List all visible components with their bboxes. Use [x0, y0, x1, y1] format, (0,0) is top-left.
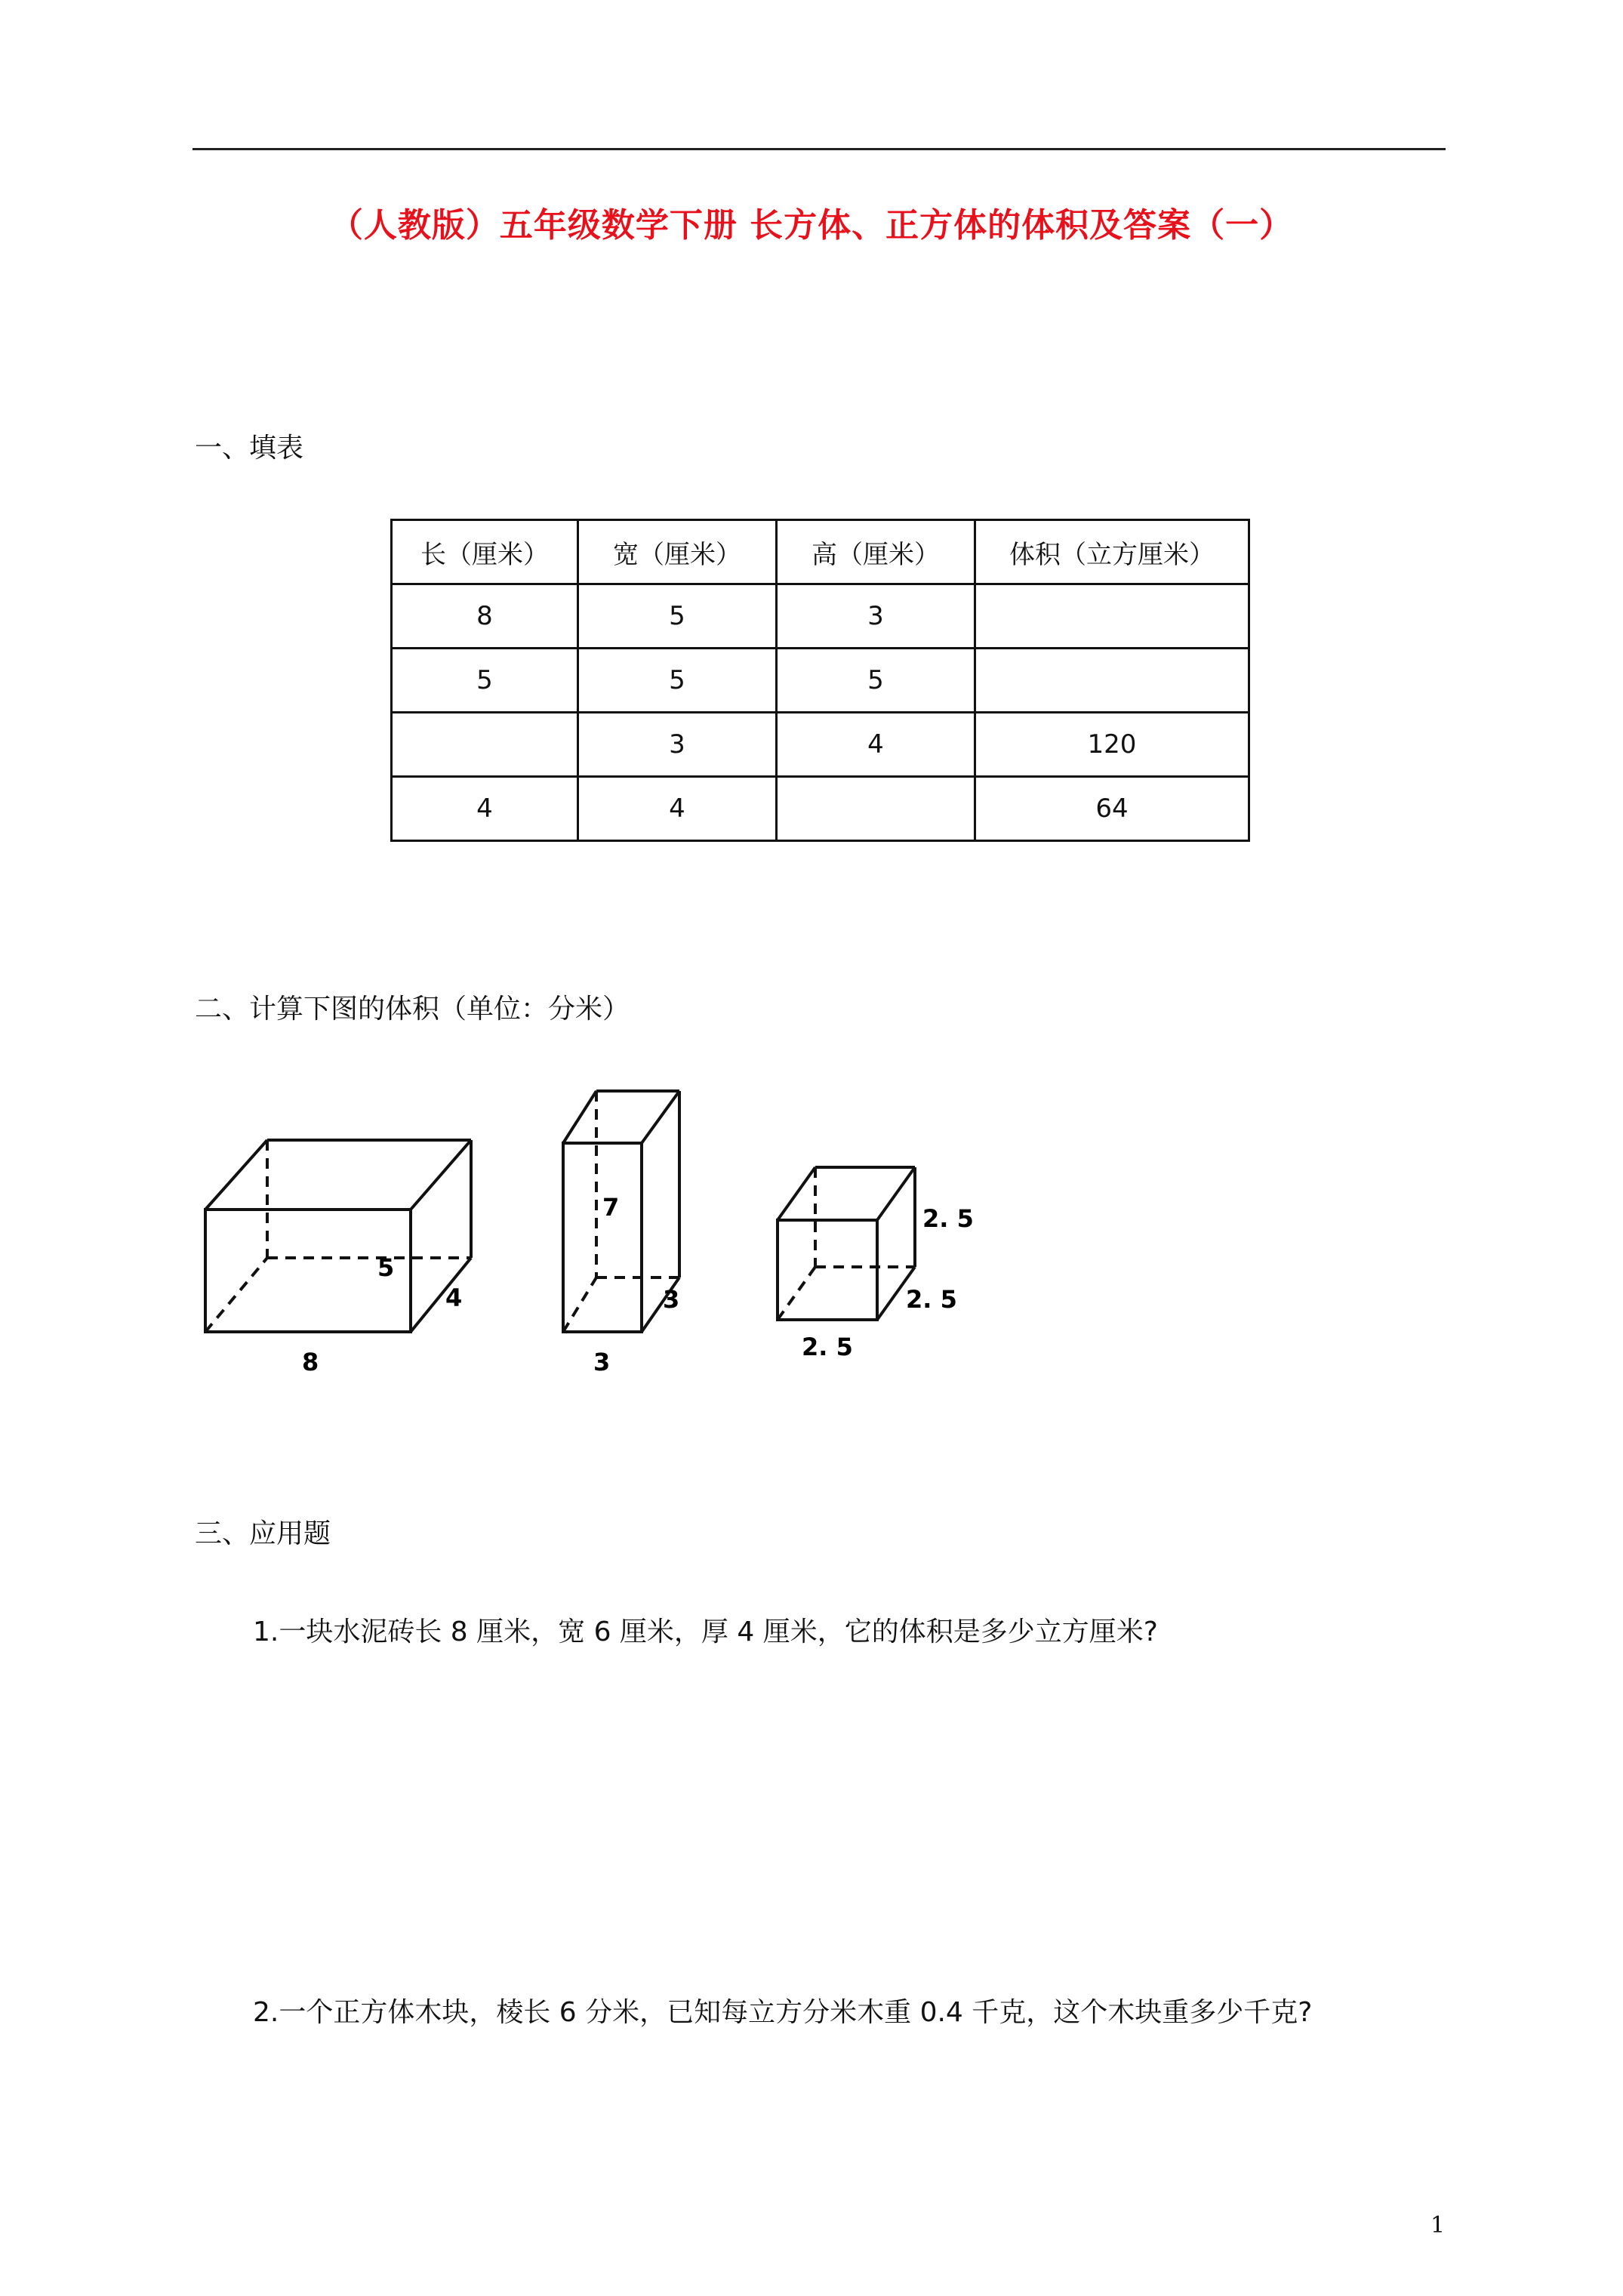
figure-1-width-label: 4	[445, 1284, 463, 1312]
cuboid-figures	[189, 1072, 1019, 1374]
table-cell: 5	[578, 649, 777, 713]
section-3-heading: 三、应用题	[195, 1518, 331, 1549]
table-row	[392, 713, 1249, 777]
figure-2-length-label: 3	[593, 1348, 611, 1374]
figure-1-height-label: 5	[377, 1253, 395, 1282]
table-cell: 5	[578, 584, 777, 649]
table-cell	[777, 777, 975, 841]
cube-figure-3	[778, 1167, 915, 1320]
table-cell: 4	[777, 713, 975, 777]
table-cell: 8	[392, 584, 578, 649]
table-row	[392, 584, 1249, 649]
figure-3-width-label: 2. 5	[906, 1285, 957, 1314]
figure-1-length-label: 8	[302, 1348, 319, 1374]
page-number: 1	[1431, 2212, 1446, 2239]
table-cell: 4	[578, 777, 777, 841]
table-cell: 4	[392, 777, 578, 841]
figure-3-height-label: 2. 5	[922, 1204, 974, 1233]
table-cell	[975, 584, 1249, 649]
table-cell: 3	[777, 584, 975, 649]
table-cell	[392, 713, 578, 777]
question-1: 1.一块水泥砖长 8 厘米，宽 6 厘米，厚 4 厘米，它的体积是多少立方厘米?	[253, 1616, 1158, 1647]
figure-2-width-label: 3	[663, 1285, 680, 1314]
table-row	[392, 649, 1249, 713]
table-header-row	[392, 520, 1249, 584]
figure-3-length-label: 2. 5	[802, 1333, 853, 1361]
cuboid-figure-1	[205, 1140, 471, 1332]
section-2-heading: 二、计算下图的体积（单位：分米）	[195, 994, 630, 1025]
table-cell: 3	[578, 713, 777, 777]
section-1-heading: 一、填表	[195, 433, 304, 464]
table-cell: 64	[975, 777, 1249, 841]
header-volume: 体积（立方厘米）	[975, 520, 1249, 584]
table-cell: 120	[975, 713, 1249, 777]
table-cell: 5	[777, 649, 975, 713]
header-height: 高（厘米）	[777, 520, 975, 584]
table-cell	[975, 649, 1249, 713]
table-cell: 5	[392, 649, 578, 713]
table-row	[392, 777, 1249, 841]
document-title: （人教版）五年级数学下册 长方体、正方体的体积及答案（一）	[329, 206, 1294, 245]
figure-2-height-label: 7	[602, 1193, 620, 1222]
fill-table	[390, 519, 1250, 842]
header-length: 长（厘米）	[392, 520, 578, 584]
header-width: 宽（厘米）	[578, 520, 777, 584]
question-2: 2.一个正方体木块，棱长 6 分米，已知每立方分米木重 0.4 千克，这个木块重多少千克?	[253, 1997, 1313, 2028]
top-rule	[192, 148, 1446, 150]
cuboid-figure-2	[563, 1091, 679, 1332]
